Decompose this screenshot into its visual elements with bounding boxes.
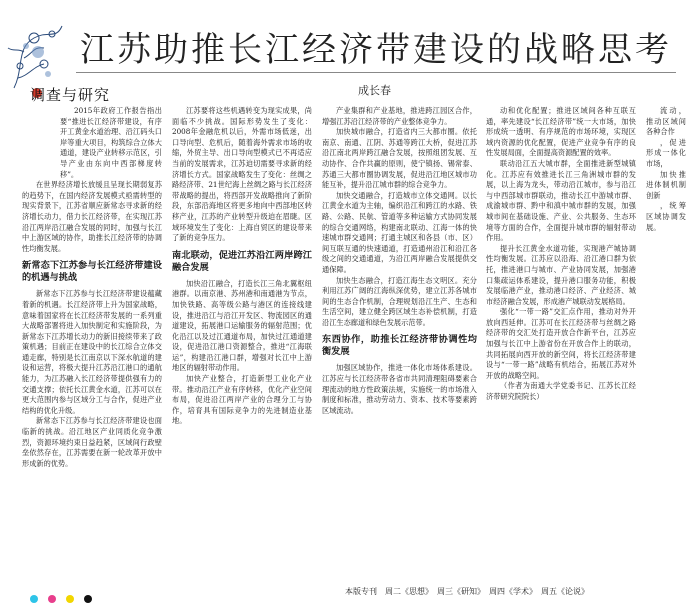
- paragraph: 动和优化配置；推进区域间各种互联互通，率先建设“长江经济带”统一大市场，加快形成统一透明、有序规范的市场环境，实现区域内资源的优化配置，促进产业竞争有序的良性发展局面，全面提高资源配置的效率。: [486, 106, 636, 158]
- paragraph: 加快沿江融合，打造长江三角北翼枢纽港群。以南京港、苏州港和南通港为节点，加快铁路、高等级公路与港区的连接线建设，推进沿江与沿江开发区、物流园区的通道建设，拓展港口运输服务的辐射范围；优化沿江以及过江通道布局，加快过江通道建设，促进沿江港口资源整合，推进“江海联运”，构建沿江港口群，增强对长江中上游地区的辐射带动作用。: [172, 278, 312, 373]
- paragraph: ，促进形成一体化市场，: [646, 137, 686, 168]
- paragraph: 联动沿江五大城市群，全面推进新型城镇化。江苏应有效推进长江三角洲城市群的发展，以上海为龙头，带动沿江城市，参与沿江与中西部城市群联动，推动长江中游城市群、成渝城市群、黔中和滇中城市群的发展，加强城市间在基础设施、产业、公共服务、生态环境等方面的合作，全面提升城市群的辐射带动作用。: [486, 158, 636, 243]
- color-swatch-black: [84, 595, 92, 603]
- paragraph: 江苏要将这些机遇转变为现实成果，尚面临不少挑战。国际形势发生了变化：2008年金融危机以后，外需市场低迷，出口导向型、危机后，随着海外需求市场的收缩，外贸主导、出口导向型模式已不再适应当前的发展需求，江苏迫切需要寻求新的经济增长方式。国家战略发生了变化：丝绸之路经济带、21世纪海上丝绸之路与长江经济带战略的提出，将西部开发战略推向了新阶段，东部沿海地区将更多地向中西部地区转移产业，江苏的产业转型升级迫在眉睫。区域环境发生了变化：上海自贸区的建设带来了新的竞争压力。: [172, 106, 312, 243]
- paragraph: 提升长江黄金水道功能，实现港产城协调性均衡发展。江苏应以沿海、沿江港口群为依托，推进港口与城市、产业协同发展，加强港口集疏运体系建设，提升港口服务功能，积极发展临港产业，推动港口经济、产业经济、城市经济融合发展，形成港产城联动发展格局。: [486, 243, 636, 306]
- article-column-1: [22, 106, 162, 576]
- paragraph: 加快产业整合，打造新型工业化产业带。推动沿江产业有序转移，优化产业空间布局，促进沿江两岸产业的合理分工与协作，培育具有国际竞争力的先进制造业基地。: [172, 374, 312, 426]
- headline: 江苏助推长江经济带建设的战略思考: [80, 30, 672, 70]
- color-swatch-yellow: [66, 595, 74, 603]
- paragraph: 加快生态融合，打造江海生态文明区。充分利用江苏广阔的江海纵深优势，建立江苏各城市间的生态合作机制，合理规划沿江生产、生态和生活空间，建立健全跨区域生态补偿机制，打造沿江生态廊道和绿色发展示范带。: [322, 275, 477, 327]
- subheading: 东西协作，助推长江经济带协调性均衡发展: [322, 334, 477, 358]
- footer-info: 本版专刊 周二《思想》 周三《研知》 周四《学术》 周五《论说》: [345, 587, 589, 596]
- color-swatch-cyan: [30, 595, 38, 603]
- paragraph: ，统筹区域协调发展。: [646, 201, 686, 232]
- paragraph: 新常态下江苏参与长江经济带建设蕴藏着新的机遇。长江经济带上升为国家战略，意味着国家将在长江经济带发展的一系列重大战略部署将进入加快制定和实施阶段，为新常态下江苏增长动力的新旧接续带来了政策机遇；目前正在建设中的长江综合立体交通走廊，特别是长江南京以下深水航道的建设和运营，将极大提升江苏沿江港口的通航能力，为江苏融入长江经济带提供强有力的交通支撑；依托长江黄金水道，江苏可以在更大范围内参与区域分工与合作，促进产业结构的优化升级。: [22, 289, 162, 415]
- paragraph: 强化“一带一路”交汇点作用，推动对外开放向西延伸。江苏可在长江经济带与丝绸之路经济带的交汇处打造开放合作新平台，江苏应加强与长江中上游省份在开放合作上的联动，共同拓展向西开放的新空间，将长江经济带建设与“一带一路”战略有机结合，拓展江苏对外开放的战略空间。: [486, 307, 636, 380]
- headline-rule: [76, 72, 676, 73]
- section-tag: 调查与研究: [30, 86, 111, 104]
- article-column-3: [322, 106, 477, 576]
- subheading: 新常态下江苏参与长江经济带建设的机遇与挑战: [22, 260, 162, 284]
- paragraph: 加快城市融合，打造省内三大都市圈。依托南京、南通、江阴、苏通等跨江大桥，促进江苏沿江南北两岸跨江融合发展，按照组团发展、互动协作、合作共赢的原则，使宁镇扬、锡常泰、苏通三大都市圈协调发展，促进沿江地区城市功能互补，提升沿江城市群的综合竞争力。: [322, 127, 477, 190]
- article-column-4: [486, 106, 636, 576]
- paragraph: 加快推进体制机制创新: [646, 169, 686, 200]
- paragraph: 新常态下江苏参与长江经济带建设也面临新的挑战。沿江地区产业同质化竞争激烈，资源环境约束日益趋紧，区域间行政壁垒依然存在，江苏需要在新一轮改革开放中形成新的优势。: [22, 416, 162, 468]
- color-swatch-magenta: [48, 595, 56, 603]
- paragraph: 流动，推动区域间各种合作: [646, 106, 686, 137]
- page-footer: [0, 582, 700, 604]
- print-color-swatches: [30, 588, 97, 604]
- author-byline: 成长春: [358, 84, 391, 97]
- article-column-5: [646, 106, 686, 576]
- subheading: 南北联动，促进江苏沿江两岸跨江融合发展: [172, 249, 312, 273]
- paragraph: 产业集群和产业基地，推进跨江园区合作，增强江苏沿江经济带的产业整体竞争力。: [322, 106, 477, 126]
- author-note: （作者为南通大学党委书记、江苏长江经济带研究院院长）: [486, 381, 636, 402]
- lead-paragraph: 2015年政府工作报告指出要“推进长江经济带建设，有序开工黄金水道治理、沿江码头口岸等重大项目，构筑综合立体大通道，建设产业转移示范区，引导产业由东向中西部梯度转移”。: [60, 106, 162, 179]
- article-column-2: [172, 106, 312, 576]
- paragraph: 在世界经济增长放缓且呈现长期弱复苏的趋势下，在国内经济发展模式亟需转型的现实背景下，江苏省顺应新常态寻求新的经济增长动力，借力长江经济带，在实现江苏沿江两岸沿江融合发展的同时，加强与长江中上游区域的协作，助推长江经济带的协调性均衡发展。: [22, 180, 162, 253]
- paragraph: 加强区域协作，推进一体化市场体系建设。江苏应与长江经济带各省市共同清理阻碍要素合理流动的地方性政策法规，实施统一的市场准入制度和标准，推动劳动力、资本、技术等要素跨区域流动。: [322, 363, 477, 415]
- paragraph: 加快交通融合，打造城市立体交通网。以长江黄金水道为主轴，编织沿江和跨江的水路、铁路、公路、民航、管道等多种运输方式协同发展的综合交通网络，构建南北联动、江海一体的快速城市群交通网；打通主城区和各县（市、区）间互联互通的快速通道，打造通州沿江和沿江各级之间的交通通道，为沿江两岸融合发展提供交通保障。: [322, 190, 477, 274]
- article-body: [22, 106, 686, 576]
